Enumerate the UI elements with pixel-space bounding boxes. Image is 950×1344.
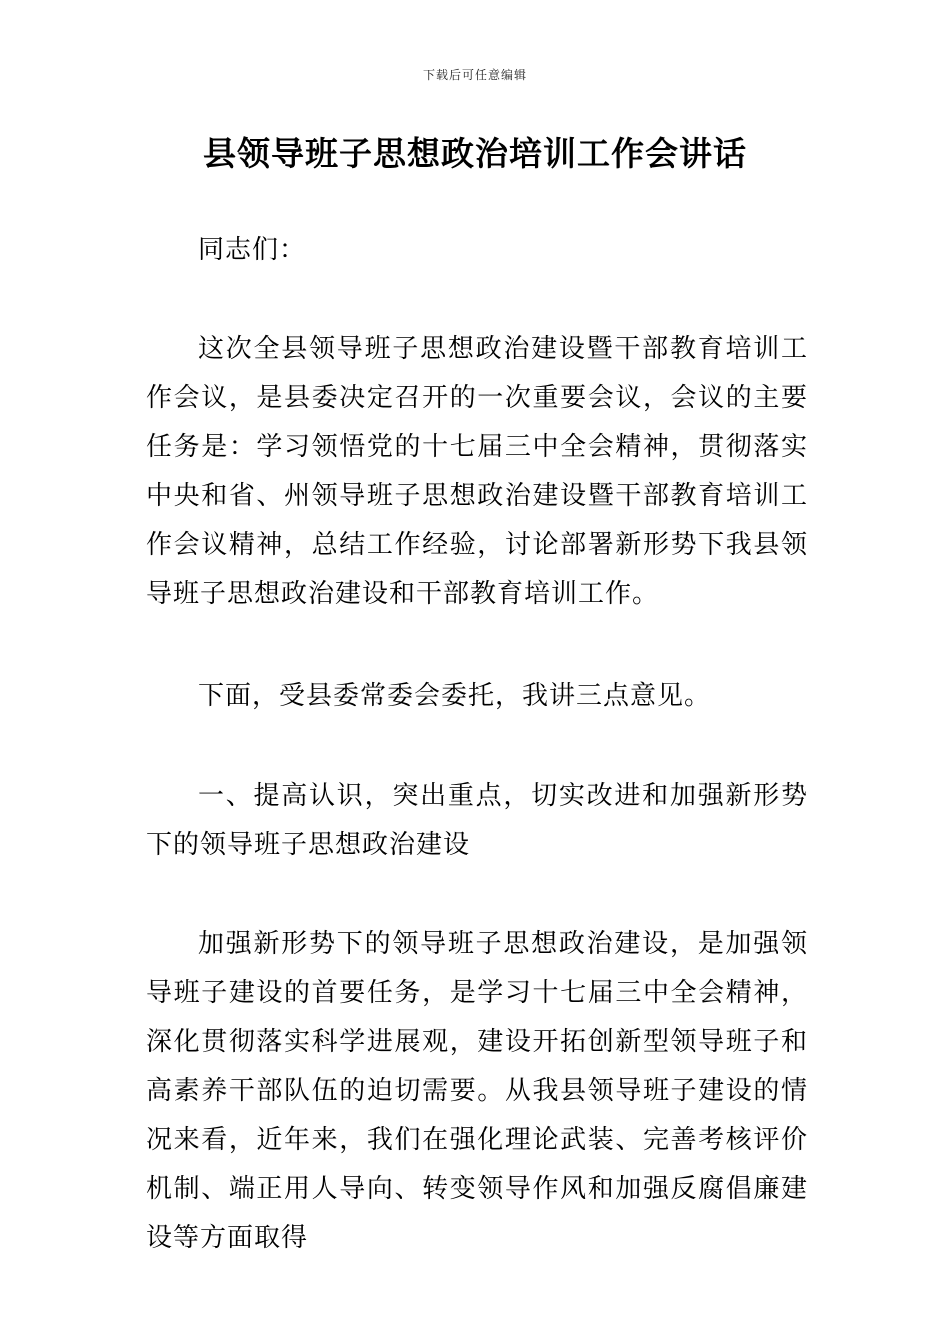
- header-note: 下载后可任意编辑: [422, 68, 527, 82]
- paragraph-section-one-body: 加强新形势下的领导班子思想政治建设，是加强领导班子建设的首要任务，是学习十七届三中全会精神，深化贯彻落实科学进展观，建设开拓创新型领导班子和高素养干部队伍的迫切需要。从我县领导班子建设的情况来看，近年来，我们在强化理论武装、完善考核评价机制、端正用人导向、转变领导作风和加强反腐倡廉建设等方面取得: [146, 929, 808, 1253]
- document-title: 县领导班子思想政治培训工作会讲话: [203, 134, 747, 173]
- paragraph-three-points: 下面，受县委常委会委托，我讲三点意见。: [198, 681, 712, 711]
- salutation: 同志们：: [198, 235, 307, 265]
- section-heading-one: 一、提高认识，突出重点，切实改进和加强新形势下的领导班子思想政治建设: [146, 781, 808, 860]
- paragraph-meeting-purpose: 这次全县领导班子思想政治建设暨干部教育培训工作会议，是县委决定召开的一次重要会议，会议的主要任务是：学习领悟党的十七届三中全会精神，贯彻落实中央和省、州领导班子思想政治建设暨干部教育培训工作会议精神，总结工作经验，讨论部署新形势下我县领导班子思想政治建设和干部教育培训工作。: [146, 334, 808, 609]
